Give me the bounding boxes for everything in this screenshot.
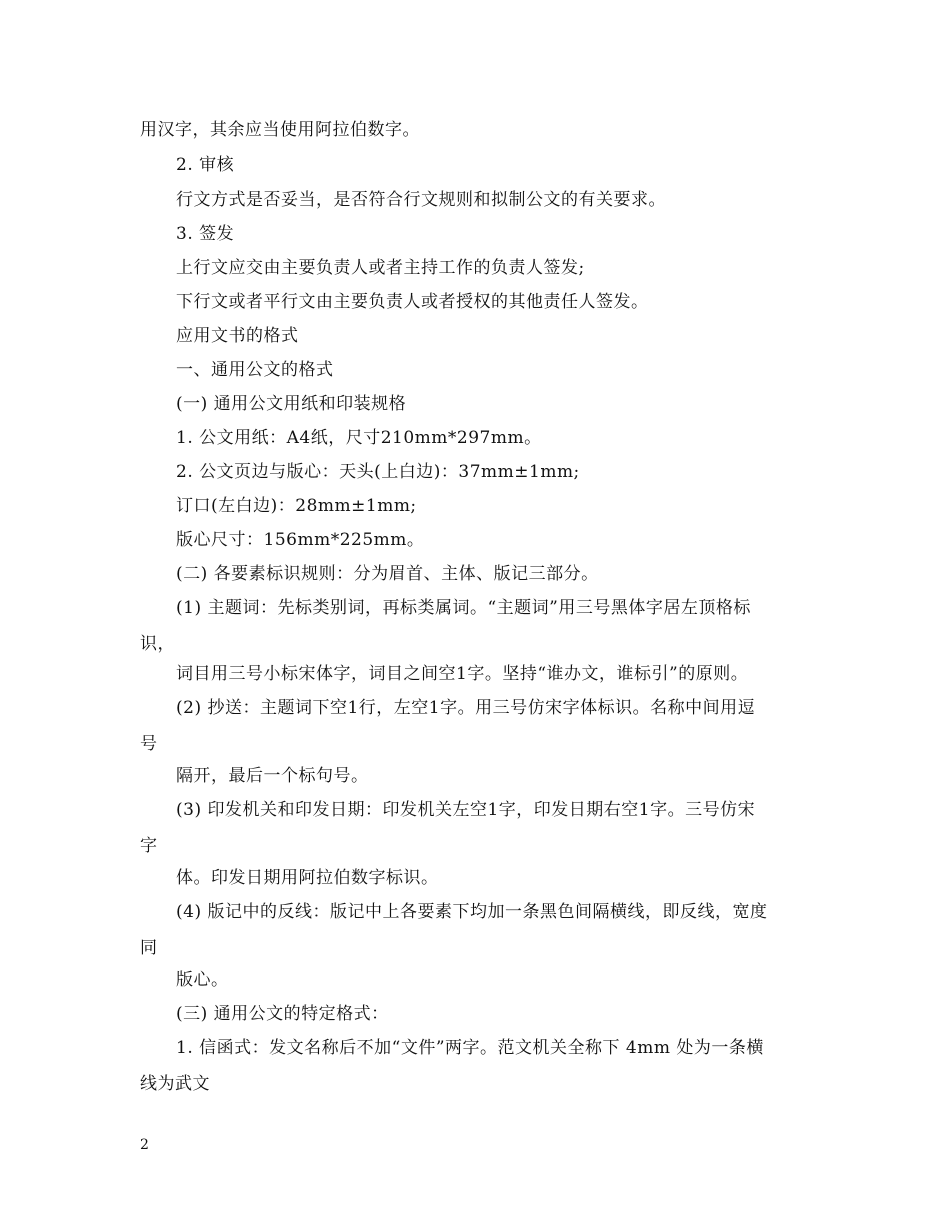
text-line: 用汉字，其余应当使用阿拉伯数字。	[140, 120, 420, 140]
section-heading: 2. 审核	[176, 155, 235, 175]
text-line: 订口(左白边)：28mm±1mm;	[176, 496, 417, 516]
text-line: 体。印发日期用阿拉伯数字标识。	[176, 868, 439, 888]
section-heading: 一、通用公文的格式	[176, 360, 334, 380]
section-heading: 3. 签发	[176, 224, 235, 244]
text-line: 字	[140, 836, 158, 856]
text-line: 识，	[140, 634, 175, 654]
text-line: 词目用三号小标宋体字，词目之间空1字。坚持“谁办文，谁标引”的原则。	[176, 664, 749, 684]
text-line: 同	[140, 938, 158, 958]
text-line: (3) 印发机关和印发日期：印发机关左空1字，印发日期右空1字。三号仿宋	[176, 800, 756, 820]
text-line: (4) 版记中的反线：版记中上各要素下均加一条黑色间隔横线，即反线，宽度	[176, 902, 768, 922]
section-heading: 应用文书的格式	[176, 326, 299, 346]
text-line: 1. 信函式：发文名称后不加“文件”两字。范文机关全称下 4mm 处为一条横	[176, 1038, 764, 1058]
text-line: 2. 公文页边与版心：天头(上白边)：37mm±1mm;	[176, 462, 580, 482]
text-line: (1) 主题词：先标类别词，再标类属词。“主题词”用三号黑体字居左顶格标	[176, 598, 751, 618]
text-line: 版心。	[176, 970, 229, 990]
text-line: 上行文应交由主要负责人或者主持工作的负责人签发;	[176, 258, 585, 278]
page-number: 2	[140, 1137, 149, 1153]
section-heading: (一) 通用公文用纸和印装规格	[176, 394, 407, 414]
text-line: 版心尺寸：156mm*225mm。	[176, 530, 425, 550]
text-line: 隔开，最后一个标句号。	[176, 766, 369, 786]
section-heading: (二) 各要素标识规则：分为眉首、主体、版记三部分。	[176, 564, 599, 584]
text-line: 1. 公文用纸：A4纸，尺寸210mm*297mm。	[176, 428, 542, 448]
text-line: 行文方式是否妥当，是否符合行文规则和拟制公文的有关要求。	[176, 190, 666, 210]
text-line: 下行文或者平行文由主要负责人或者授权的其他责任人签发。	[176, 292, 649, 312]
text-line: 线为武文	[140, 1074, 210, 1094]
section-heading: (三) 通用公文的特定格式：	[176, 1004, 389, 1024]
text-line: (2) 抄送：主题词下空1行，左空1字。用三号仿宋字体标识。名称中间用逗	[176, 698, 756, 718]
text-line: 号	[140, 734, 158, 754]
